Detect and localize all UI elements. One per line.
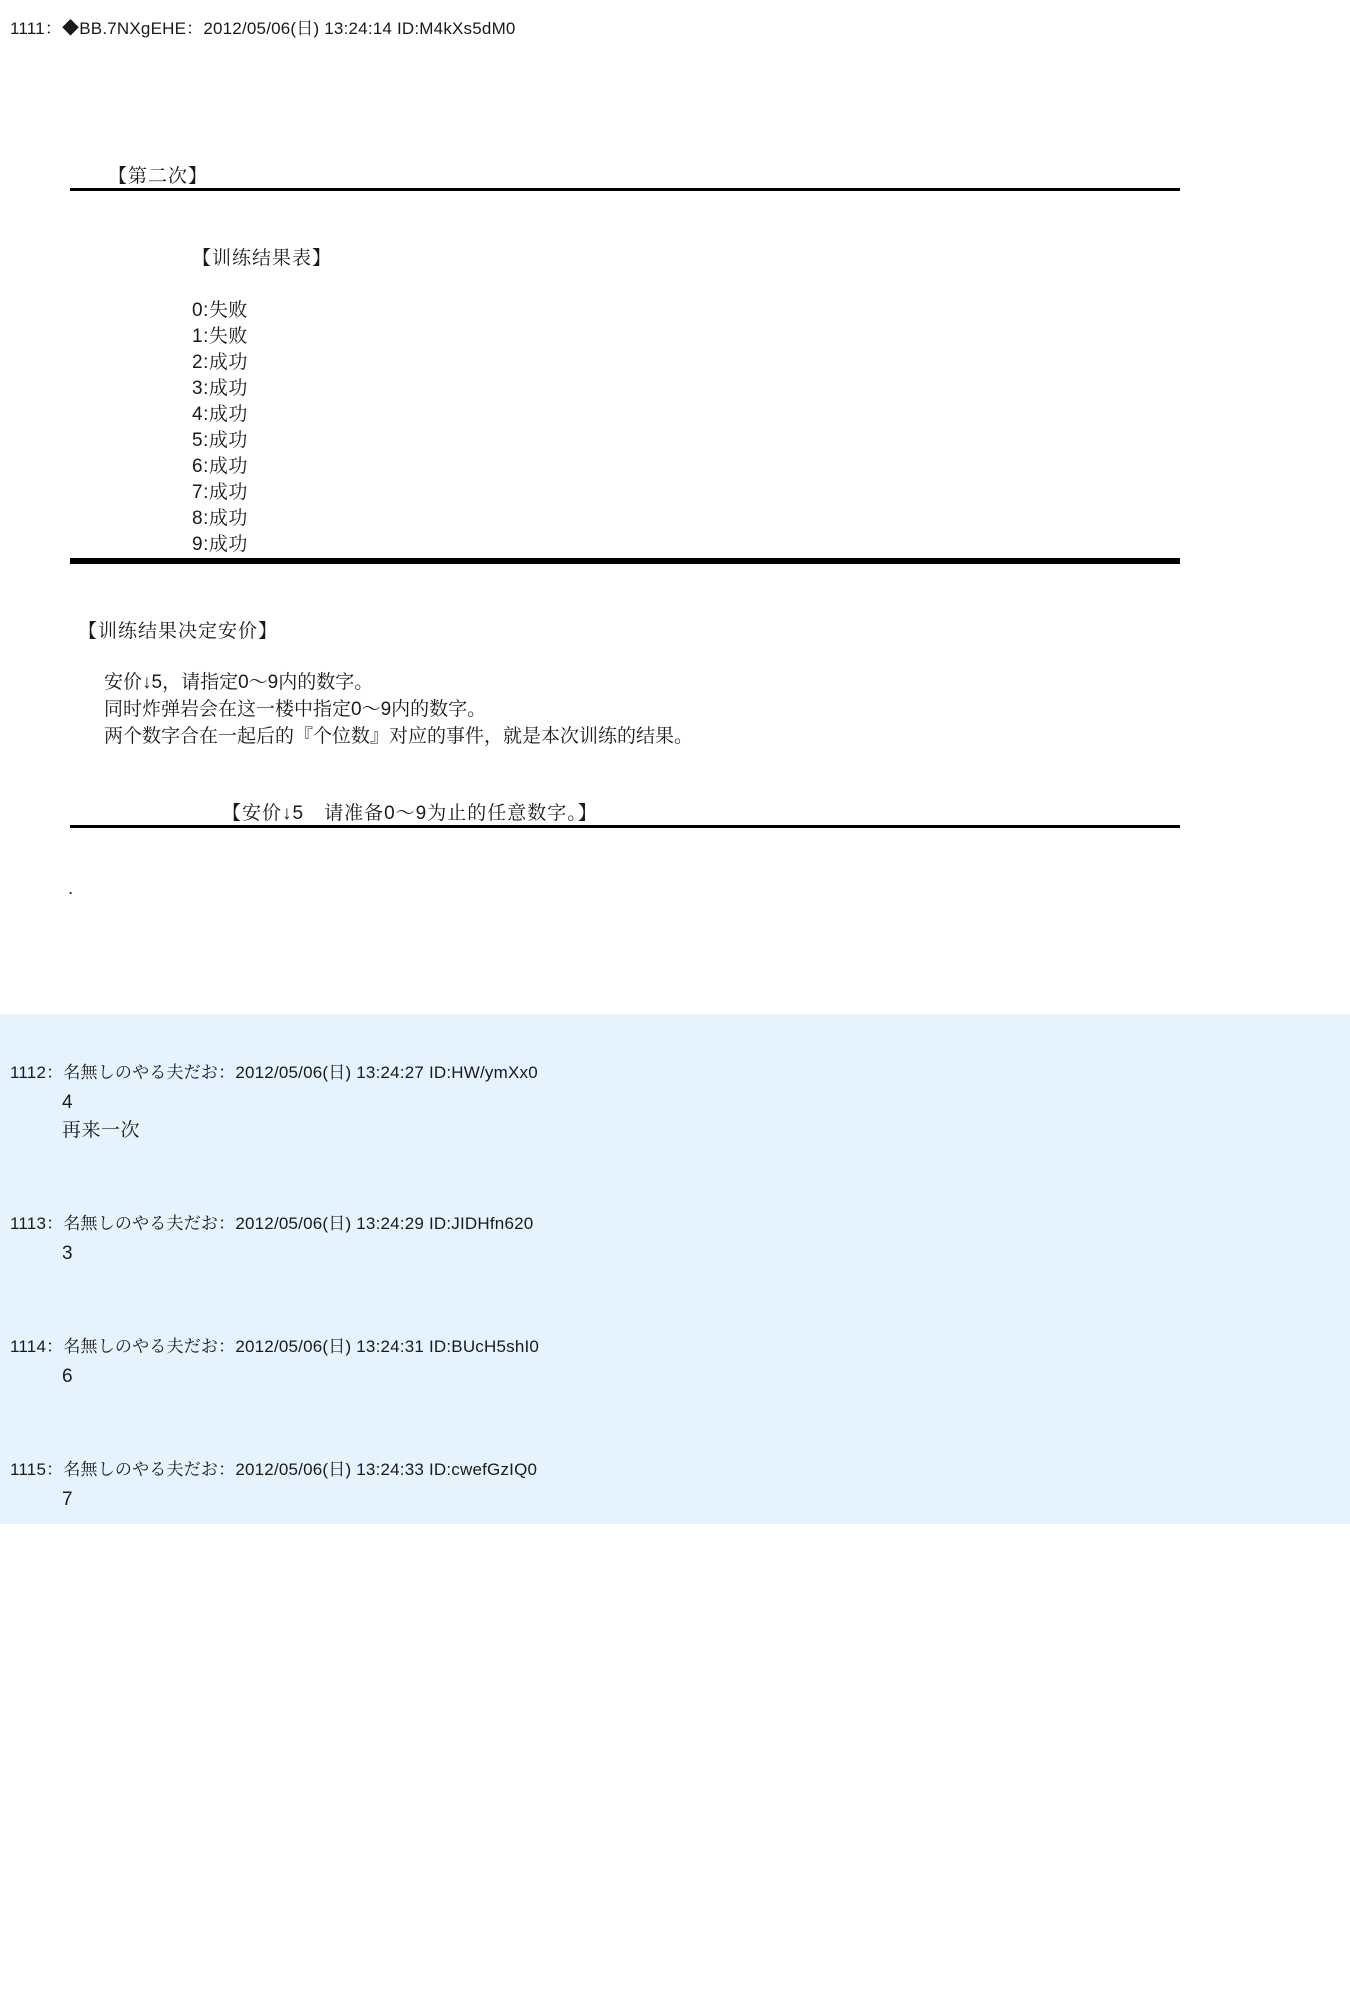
reply-line: 6 [62,1366,74,1387]
divider-rule-third [70,561,1180,564]
reply-author-name: 名無しのやる夫だお [63,1460,219,1479]
result-item: 3:成功 [192,378,248,399]
post-user-id: ID:M4kXs5dM0 [396,19,516,38]
reply-separator-1: ： [46,1063,64,1082]
divider-rule-bottom [70,825,1180,828]
result-item: 0:失败 [192,300,248,321]
reply-body [62,1089,1350,1145]
reply-number: 1112 [10,1063,47,1082]
reply-number: 1115 [10,1460,47,1479]
result-item: 5:成功 [192,430,248,451]
reply-header [10,1332,1350,1357]
reply-separator-2: ： [218,1214,236,1233]
reply-separator-2: ： [218,1063,236,1082]
result-table-list [192,298,1350,558]
result-item: 2:成功 [192,352,248,373]
reply-date: 2012/05/06(日) 13:24:29 [235,1214,425,1233]
anka-section-title: 【训练结果决定安价】 [78,621,279,642]
reply-separator-1: ： [46,1337,64,1356]
anka-line: 安价↓5，请指定0～9内的数字。 [104,672,374,693]
result-item: 4:成功 [192,404,248,425]
reply-separator-2: ： [218,1460,236,1479]
post-date: 2012/05/06(日) 13:24:14 [203,19,393,38]
divider-rule-top [70,188,1180,191]
reply-body [62,1363,1350,1391]
reply-body [62,1486,1350,1514]
reply-line: 7 [62,1489,74,1510]
result-item: 1:失败 [192,326,248,347]
reply-line: 3 [62,1243,74,1264]
reply-line: 4 [62,1092,74,1113]
reply-separator-2: ： [218,1337,236,1356]
result-table-title: 【训练结果表】 [192,248,333,269]
result-item: 6:成功 [192,456,248,477]
reply-date: 2012/05/06(日) 13:24:31 [235,1337,425,1356]
reply-user-id: ID:HW/ymXx0 [428,1063,538,1082]
reply-post [0,1058,1350,1145]
reply-user-id: ID:cwefGzIQ0 [428,1460,538,1479]
reply-post [0,1332,1350,1391]
reply-post [0,1455,1350,1514]
reply-body [62,1240,1350,1268]
reply-line: 再来一次 [62,1120,141,1141]
post-number: 1111 [10,19,45,38]
reply-separator-1: ： [46,1214,64,1233]
anka-line: 同时炸弹岩会在这一楼中指定0～9内的数字。 [104,699,487,720]
anka-call-to-action: 【安价↓5 请准备0～9为止的任意数字。】 [222,803,598,824]
reply-date: 2012/05/06(日) 13:24:27 [235,1063,425,1082]
post-separator-2: ： [186,19,204,38]
reply-date: 2012/05/06(日) 13:24:33 [235,1460,425,1479]
reply-number: 1113 [10,1214,47,1233]
reply-header [10,1209,1350,1234]
reply-author-name: 名無しのやる夫だお [63,1063,219,1082]
reply-post [0,1209,1350,1268]
reply-number: 1114 [10,1337,47,1356]
main-post-header [0,0,1350,39]
trailing-dot: . [68,878,74,899]
reply-header [10,1058,1350,1083]
result-item: 7:成功 [192,482,248,503]
spacer [0,900,1350,986]
reply-separator-1: ： [46,1460,64,1479]
post-separator-1: ： [44,19,63,38]
post-author-name: ◆BB.7NXgEHE [62,19,187,38]
anka-description [104,669,1350,750]
reply-header [10,1455,1350,1480]
result-item: 9:成功 [192,534,248,555]
reply-author-name: 名無しのやる夫だお [63,1337,219,1356]
section-title: 【第二次】 [108,166,209,187]
main-post [0,0,1350,986]
anka-line: 两个数字合在一起后的『个位数』对应的事件，就是本次训练的结果。 [104,726,694,747]
reply-user-id: ID:JIDHfn620 [428,1214,534,1233]
result-item: 8:成功 [192,508,248,529]
reply-user-id: ID:BUcH5shI0 [428,1337,540,1356]
reply-list [0,1014,1350,1524]
main-post-body [0,161,1350,986]
reply-author-name: 名無しのやる夫だお [63,1214,219,1233]
